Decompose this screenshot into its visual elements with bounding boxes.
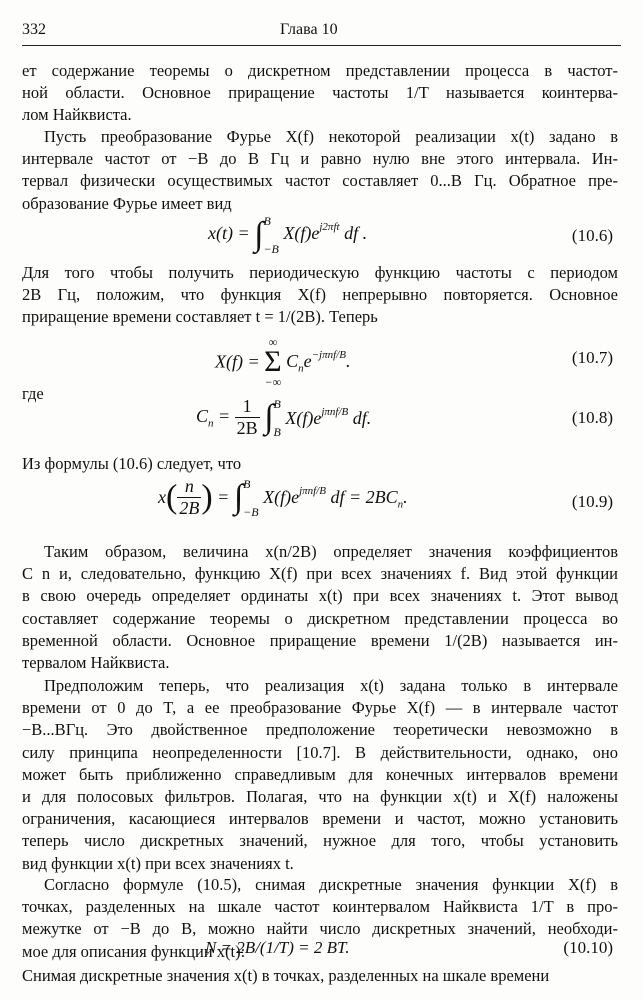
coef-sub: n <box>397 498 404 511</box>
frac-num: 1 <box>235 396 260 418</box>
text-line: тервал физически осуществимых частот составляет 0...B Гц. Обратное пре- <box>22 171 618 191</box>
text-line: лом Найквиста. <box>22 105 132 125</box>
sum-upper: ∞ <box>268 335 278 349</box>
exponent: jπnf/B <box>299 484 326 497</box>
text-line: в свою очередь определяет ординаты x(t) при всех значениях t. Этот вывод <box>22 586 618 606</box>
integrand: X(f)e <box>283 223 320 244</box>
paragraph-6 <box>22 675 618 875</box>
paragraph-3 <box>22 262 618 329</box>
text-line: интервале частот от −B до B Гц и равно нулю вне этого интервала. Ин- <box>22 149 618 169</box>
text-line: ет содержание теоремы о дискретном представлении процесса в частот- <box>22 61 618 80</box>
text-line: Таким образом, величина x(n/2B) определяет значения коэффициентов <box>44 542 618 561</box>
text-line: −B...BГц. Это двойственное предположение теоретически невозможно в <box>22 720 618 740</box>
equation-10-6: x(t) = ∫ B −B $X(f)e^{j2\pi ft}$ df . <box>208 214 368 256</box>
upper-limit: B <box>243 476 251 491</box>
period: . <box>403 486 408 507</box>
eq-lhs: x(t) = <box>208 223 250 244</box>
paragraph-8 <box>22 965 618 987</box>
text-line: образование Фурье имеет вид <box>22 193 232 213</box>
exponent: jπnf/B <box>321 406 349 418</box>
upper-limit: B <box>273 396 281 411</box>
period: . <box>345 351 351 372</box>
frac-den: 2B <box>179 498 200 518</box>
equals: = <box>218 405 231 426</box>
paragraph-5 <box>22 541 618 674</box>
integrand: X(f)e <box>285 408 322 428</box>
coef-sub: n <box>208 417 214 430</box>
equation-10-8: $C_n$ = $\frac{1}{2B}$ ∫ B B $X(f)e^{j\pi nf/B}$ df. <box>196 396 372 439</box>
integrand: X(f)e <box>263 486 300 507</box>
text-line: межутке от −B до B, можно найти число дискретных значений, необходи- <box>22 919 618 939</box>
paragraph-2 <box>22 126 618 215</box>
paragraph-4 <box>22 453 618 475</box>
chapter-title: Глава 10 <box>280 21 338 38</box>
differential: df . <box>344 223 368 244</box>
frac-den: 2B <box>236 418 258 438</box>
frac-num: n <box>177 476 201 498</box>
text-line: Для того чтобы получить периодическую функцию частоты с периодом <box>22 263 618 282</box>
text-line: Согласно формуле (10.5), снимая дискретные значения функции X(f) в <box>44 875 618 894</box>
text-line: силу принципа неопределенности [10.7]. В действительности, однако, оно <box>22 742 618 762</box>
text-line: 2B Гц, положим, что функция X(f) непрерывно повторяется. Основное <box>22 285 618 305</box>
eq-lhs: X(f) = <box>215 351 260 372</box>
equation-number: (10.10) <box>563 938 613 957</box>
text-line: может быть приближенно справедливым для конечных интервалов времени <box>22 764 618 784</box>
exponent: −jπnf/B <box>311 349 346 362</box>
text-line: ной области. Основное приращение частоты 1/T называется коинтерва- <box>22 83 618 103</box>
text-line: вид функции x(t) при всех значениях t. <box>22 853 294 873</box>
equation-10-7: X(f) = ∞ Σ −∞ $C_ne^{-j\pi nf/B}$. <box>215 335 351 389</box>
lower-limit: B <box>273 424 281 439</box>
rhs: df = 2BC <box>330 486 398 507</box>
equation-number: (10.9) <box>571 492 613 511</box>
text-line: тервалом Найквиста. <box>22 652 170 672</box>
func: x <box>158 487 166 507</box>
differential: df. <box>352 408 372 428</box>
equation-number: (10.6) <box>571 226 613 245</box>
text-line: временной области. Основное приращение времени 1/(2B) называется ин- <box>22 630 618 650</box>
page-header <box>22 19 621 46</box>
text-line: и для полосовых фильтров. Полагая, что на функции x(t) и X(f) наложены <box>22 786 618 806</box>
equals: = <box>217 487 230 507</box>
text-line: приращение времени составляет t = 1/(2B). Теперь <box>22 307 378 327</box>
text-line: Предположим теперь, что реализация x(t) задана только в интервале <box>44 676 618 695</box>
upper-limit: B <box>263 214 271 228</box>
equation-number: (10.7) <box>571 348 613 367</box>
text-line: C n и, следовательно, функцию X(f) при всех значениях f. Вид этой функции <box>22 564 618 584</box>
text-line: ограничения, касающиеся интервалов времени и частот, можно установить <box>22 809 618 829</box>
paragraph-1 <box>22 60 618 127</box>
sum-lower: −∞ <box>264 375 282 389</box>
text-line: Из формулы (10.6) следует, что <box>22 454 242 473</box>
lower-limit: −B <box>243 504 259 519</box>
exp-base: e <box>303 351 312 372</box>
text-line: Пусть преобразование Фурье X(f) некоторой реализации x(t) задано в <box>44 127 618 146</box>
text-line: теперь число дискретных значений, нужное для того, чтобы установить <box>22 831 618 851</box>
text-line: Снимая дискретные значения x(t) в точках, разделенных на шкале времени <box>22 966 550 985</box>
exponent: j2πft <box>319 221 340 234</box>
coef: C <box>196 405 209 426</box>
equation-10-9: x( $\frac{n}{2B}$ ) = ∫ B −B $X(f)e^{j\pi nf/B}$ df = $2BC_n$. <box>158 476 408 519</box>
lower-limit: −B <box>263 242 279 256</box>
text-line: где <box>22 384 44 403</box>
text-line: точках, разделенных на шкале частот коинтервалом Найквиста 1/T в про- <box>22 897 618 917</box>
equation-10-10: N = 2B/(1/T) = 2 BT. <box>205 938 350 957</box>
text-line: составляет содержание теоремы о дискретном представлении процесса во <box>22 608 618 628</box>
equation-number: (10.8) <box>571 408 613 427</box>
coef: C <box>286 351 299 372</box>
text-line: мое для описания функции x(t): <box>22 941 246 961</box>
coef-sub: n <box>298 362 304 375</box>
text-line: времени от 0 до T, а ее преобразование Фурье X(f) — в интервале частот <box>22 698 618 718</box>
page-number: 332 <box>22 21 46 38</box>
